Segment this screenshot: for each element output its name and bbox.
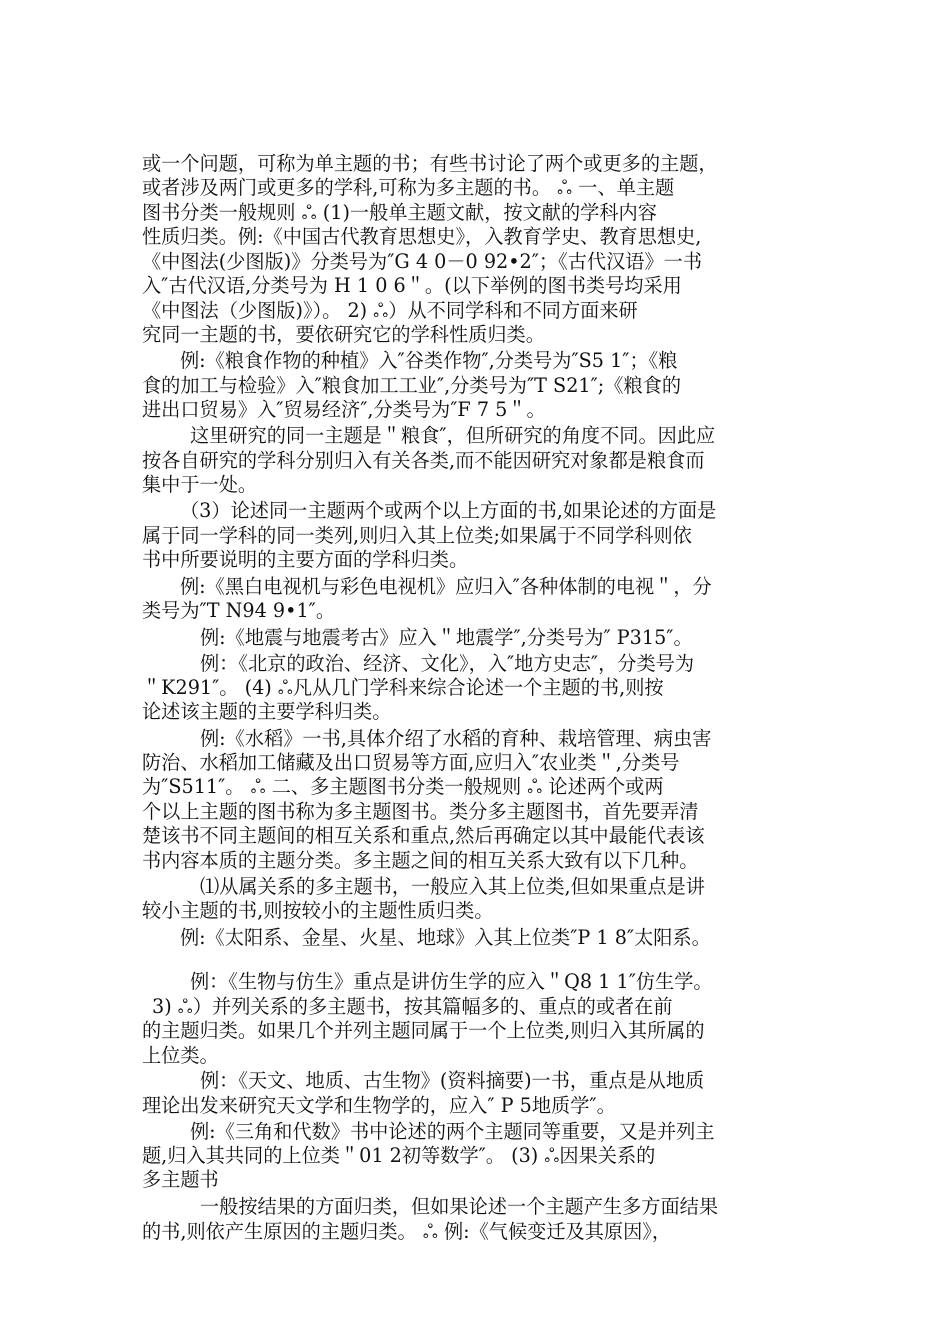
- text-line: 书内容本质的主题分类。多主题之间的相互关系大致有以下几种。: [142, 849, 699, 872]
- text-line: ＂K291″。 (4) ஃ凡从几门学科来综合论述一个主题的书,则按: [142, 676, 664, 699]
- text-line: 《中图法(少图版)》分类号为″G 4 0－0 92•2″；《古代汉语》一书: [142, 250, 703, 273]
- text-line: 例：《天文、地质、古生物》(资料摘要)一书，重点是从地质: [200, 1069, 705, 1092]
- text-line: 例:《地震与地震考古》应入＂地震学″,分类号为″ P315″。: [200, 626, 693, 649]
- text-line: 上位类。: [142, 1044, 219, 1067]
- text-line: 理论出发来研究天文学和生物学的，应入″ P 5地质学″。: [142, 1094, 616, 1117]
- text-line: 性质归类。例:《中国古代教育思想史》，入教育学史、教育思想史,: [142, 225, 702, 248]
- text-line: 较小主题的书,则按较小的主题性质归类。: [142, 899, 494, 922]
- text-line: 这里研究的同一主题是＂粮食″，但所研究的角度不同。因此应: [190, 424, 716, 447]
- text-line: 题,归入其共同的上位类＂01 2初等数学″。 (3) ஃ因果关系的: [142, 1144, 656, 1167]
- text-line: 为″S511″。 ஃ 二、多主题图书分类一般规则 ஃ 论述两个或两: [142, 775, 664, 798]
- text-line: 例：《北京的政治、经济、文化》，入″地方史志″，分类号为: [200, 652, 695, 675]
- text-line: 论述该主题的主要学科归类。: [142, 700, 392, 723]
- text-line: 的书,则依产生原因的主题归类。 ஃ 例:《气候变迁及其原因》，: [142, 1220, 672, 1243]
- text-line: 例:《水稻》一书,具体介绍了水稻的育种、栽培管理、病虫害: [200, 727, 712, 750]
- text-line: 个以上主题的图书称为多主题图书。类分多主题图书，首先要弄清: [142, 800, 699, 823]
- text-line: 防治、水稻加工储藏及出口贸易等方面,应归入″农业类＂,分类号: [142, 751, 680, 774]
- text-line: 究同一主题的书，要依研究它的学科性质归类。: [142, 323, 545, 346]
- text-line: 《中图法（少图版)》）。 2) ஃ）从不同学科和不同方面来研: [142, 299, 638, 322]
- text-line: 例:《黑白电视机与彩色电视机》应归入″各种体制的电视＂，分: [180, 575, 712, 598]
- text-line: 多主题书: [142, 1168, 219, 1191]
- text-line: 一般按结果的方面归类，但如果论述一个主题产生多方面结果: [200, 1195, 719, 1218]
- text-line: 的主题归类。如果几个并列主题同属于一个上位类,则归入其所属的: [142, 1019, 705, 1042]
- text-line: 例:《三角和代数》书中论述的两个主题同等重要，又是并列主: [190, 1120, 715, 1143]
- text-line: 属于同一学科的同一类列,则归入其上位类;如果属于不同学科则依: [142, 524, 692, 547]
- text-line: 或者涉及两门或更多的学科,可称为多主题的书。 ஃ 一、单主题: [142, 176, 675, 199]
- text-line: 类号为″T N94 9•1″。: [142, 599, 336, 622]
- text-line: （3）论述同一主题两个或两个以上方面的书,如果论述的方面是: [180, 499, 717, 522]
- text-line: 进出口贸易》入″贸易经济″,分类号为″F 7 5＂。: [142, 398, 546, 421]
- text-line: 3) ஃ）并列关系的多主题书，按其篇幅多的、重点的或者在前: [152, 995, 673, 1018]
- text-line: 楚该书不同主题间的相互关系和重点,然后再确定以其中最能代表该: [142, 824, 705, 847]
- text-line: 例:《粮食作物的种植》入″谷类作物″,分类号为″S5 1″；《粮: [180, 349, 678, 372]
- text-line: 按各自研究的学科分别归入有关各类,而不能因研究对象都是粮食而: [142, 449, 705, 472]
- text-line: 书中所要说明的主要方面的学科归类。: [142, 548, 469, 571]
- text-line: 食的加工与检验》入″粮食加工工业″,分类号为″T S21″;《粮食的: [142, 374, 682, 397]
- text-line: ⑴从属关系的多主题书，一般应入其上位类,但如果重点是讲: [200, 875, 705, 898]
- text-line: 集中于一处。: [142, 473, 258, 496]
- text-line: 图书分类一般规则 ஃ (1)一般单主题文献，按文献的学科内容: [142, 201, 657, 224]
- text-line: 入″古代汉语,分类号为 H 1 0 6＂。(以下举例的图书类号均采用: [142, 274, 682, 297]
- text-line: 或一个问题，可称为单主题的书；有些书讨论了两个或更多的主题，: [142, 152, 718, 175]
- text-line: 例：《生物与仿生》重点是讲仿生学的应入＂Q8 1 1″仿生学。: [190, 970, 713, 993]
- text-line: 例:《太阳系、金星、火星、地球》入其上位类″P 1 8″太阳系。: [180, 926, 711, 949]
